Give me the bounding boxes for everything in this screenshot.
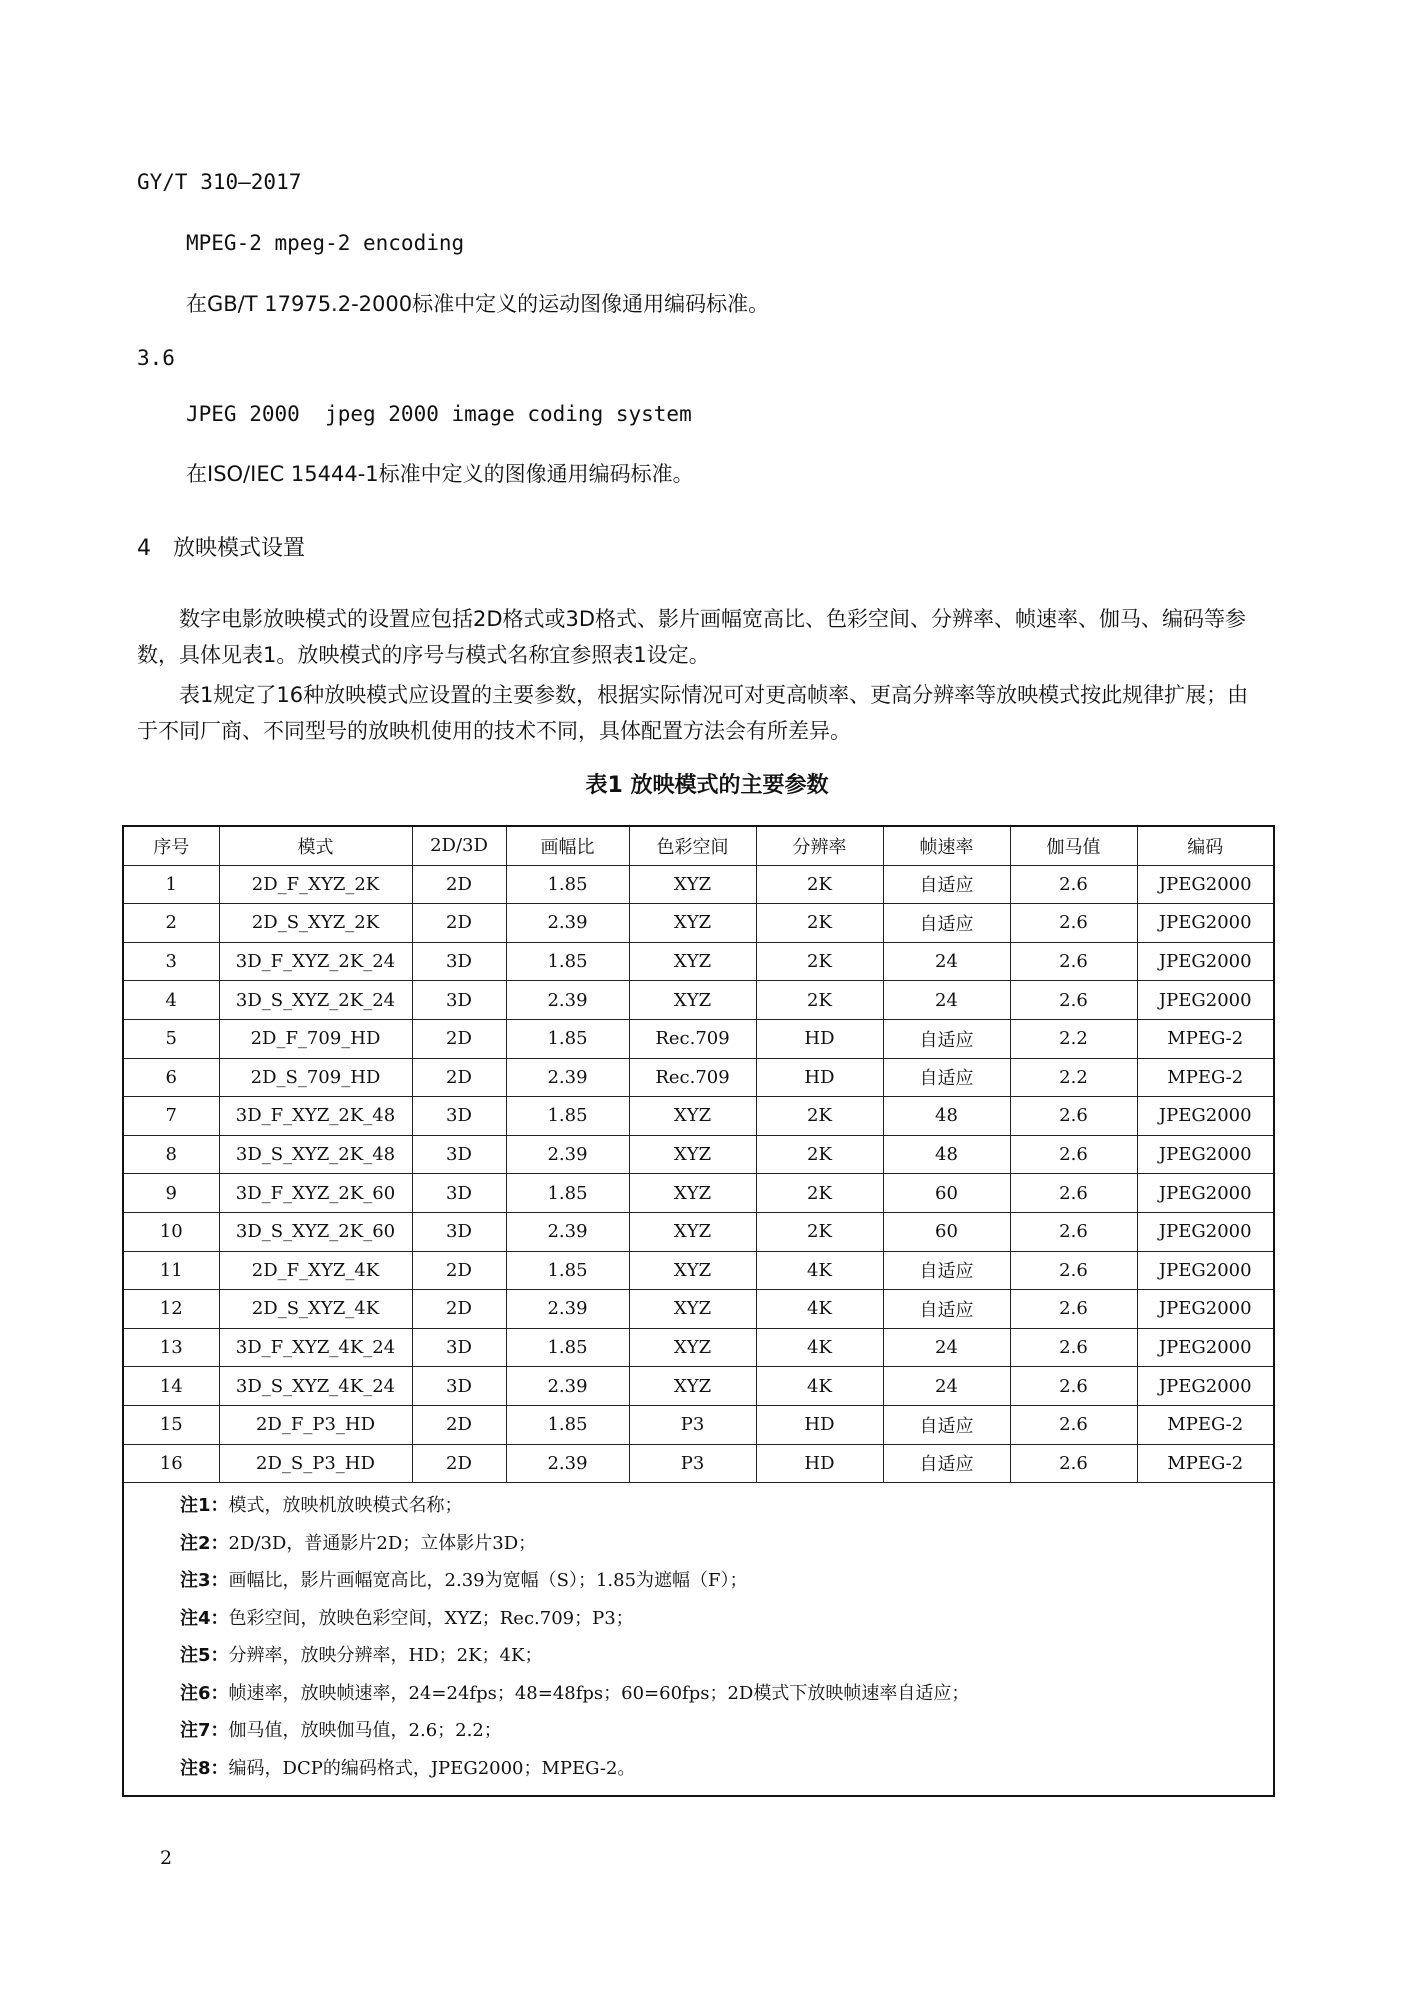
note-text: 模式，放映机放映模式名称； — [228, 1495, 463, 1517]
table-row — [123, 1019, 1274, 1058]
table-cell: 2D_S_XYZ_2K — [219, 904, 412, 943]
table-cell: 2K — [756, 1135, 883, 1174]
table-cell: 5 — [123, 1019, 219, 1058]
table-cell: 自适应 — [883, 1290, 1010, 1329]
table-cell: 1.85 — [506, 865, 629, 904]
section-heading — [137, 531, 305, 562]
table-cell: HD — [756, 1058, 883, 1097]
table-cell: 2K — [756, 942, 883, 981]
note-label: 注3： — [180, 1570, 229, 1592]
table-cell: 2D_F_XYZ_4K — [219, 1251, 412, 1290]
table-cell: 2.6 — [1010, 865, 1137, 904]
table-cell: HD — [756, 1405, 883, 1444]
table-cell: 2D_S_XYZ_4K — [219, 1290, 412, 1329]
table-cell: 2 — [123, 904, 219, 943]
table-cell: 11 — [123, 1251, 219, 1290]
term-jpeg2000: JPEG 2000 jpeg 2000 image coding system — [186, 402, 692, 426]
column-header: 伽马值 — [1010, 826, 1137, 865]
table-title: 表1 放映模式的主要参数 — [585, 773, 829, 798]
table-cell: 2D — [412, 1058, 506, 1097]
table-cell: 2D_S_709_HD — [219, 1058, 412, 1097]
table-cell: 12 — [123, 1290, 219, 1329]
table-cell: XYZ — [629, 1251, 756, 1290]
table-cell: 3D_S_XYZ_4K_24 — [219, 1367, 412, 1406]
column-header: 模式 — [219, 826, 412, 865]
table-cell: 48 — [883, 1097, 1010, 1136]
table-cell: 1.85 — [506, 1019, 629, 1058]
table-note — [180, 1600, 1273, 1638]
note-label: 注2： — [180, 1532, 229, 1554]
table-cell: 3D — [412, 1097, 506, 1136]
table-cell: 2D_F_P3_HD — [219, 1405, 412, 1444]
table-cell: 2D — [412, 1251, 506, 1290]
table-cell: XYZ — [629, 1174, 756, 1213]
table-cell: 2D — [412, 904, 506, 943]
table-row — [123, 1212, 1274, 1251]
table-cell: XYZ — [629, 1328, 756, 1367]
table-cell: 2D — [412, 1405, 506, 1444]
table-cell: 2K — [756, 865, 883, 904]
table-row — [123, 904, 1274, 943]
table-cell: 10 — [123, 1212, 219, 1251]
column-header: 画幅比 — [506, 826, 629, 865]
table-cell: JPEG2000 — [1137, 942, 1274, 981]
table-cell: 4 — [123, 981, 219, 1020]
table-cell: 3D — [412, 1367, 506, 1406]
table-cell: 3D_S_XYZ_2K_24 — [219, 981, 412, 1020]
table-cell: XYZ — [629, 1367, 756, 1406]
table-cell: XYZ — [629, 1135, 756, 1174]
table-row — [123, 1097, 1274, 1136]
table-cell: 自适应 — [883, 1444, 1010, 1483]
definition-jpeg2000: 在ISO/IEC 15444-1标准中定义的图像通用编码标准。 — [186, 462, 694, 486]
table-cell: 3D — [412, 1328, 506, 1367]
table-cell: XYZ — [629, 865, 756, 904]
table-cell: 2.6 — [1010, 1135, 1137, 1174]
projection-modes-table — [122, 825, 1275, 1797]
table-note — [180, 1750, 1273, 1788]
table-cell: 2.6 — [1010, 942, 1137, 981]
table-cell: JPEG2000 — [1137, 1367, 1274, 1406]
note-text: 伽马值，放映伽马值，2.6；2.2； — [228, 1720, 502, 1742]
table-cell: 4K — [756, 1251, 883, 1290]
table-cell: P3 — [629, 1444, 756, 1483]
paragraph-2: 表1规定了16种放映模式应设置的主要参数，根据实际情况可对更高帧率、更高分辨率等放映模式按此规律扩展；由于不同厂商、不同型号的放映机使用的技术不同，具体配置方法会有所差异。 — [137, 683, 1249, 743]
column-header: 帧速率 — [883, 826, 1010, 865]
table-row — [123, 1328, 1274, 1367]
section-number: 4 — [137, 536, 151, 561]
table-cell: 60 — [883, 1174, 1010, 1213]
table-cell: JPEG2000 — [1137, 1135, 1274, 1174]
table-row — [123, 1058, 1274, 1097]
table-cell: XYZ — [629, 1097, 756, 1136]
table-cell: JPEG2000 — [1137, 1174, 1274, 1213]
table-cell: 1.85 — [506, 1097, 629, 1136]
table-row — [123, 1444, 1274, 1483]
table-cell: 2K — [756, 1212, 883, 1251]
table-cell: MPEG-2 — [1137, 1058, 1274, 1097]
note-label: 注5： — [180, 1645, 229, 1667]
table-cell: 3D_S_XYZ_2K_48 — [219, 1135, 412, 1174]
table-cell: 4K — [756, 1290, 883, 1329]
notes-row — [123, 1483, 1274, 1797]
standard-id: GY/T 310—2017 — [137, 170, 302, 194]
table-cell: 2.6 — [1010, 904, 1137, 943]
table-cell: 2.6 — [1010, 1174, 1137, 1213]
column-header: 编码 — [1137, 826, 1274, 865]
note-label: 注6： — [180, 1682, 229, 1704]
table-cell: 9 — [123, 1174, 219, 1213]
table-note — [180, 1637, 1273, 1675]
table-cell: 自适应 — [883, 1405, 1010, 1444]
table-cell: 3D_F_XYZ_2K_60 — [219, 1174, 412, 1213]
table-cell: Rec.709 — [629, 1019, 756, 1058]
table-cell: 7 — [123, 1097, 219, 1136]
table-cell: P3 — [629, 1405, 756, 1444]
table-cell: 自适应 — [883, 865, 1010, 904]
table-cell: MPEG-2 — [1137, 1444, 1274, 1483]
table-note — [180, 1562, 1273, 1600]
table-cell: 2.2 — [1010, 1019, 1137, 1058]
column-header: 序号 — [123, 826, 219, 865]
table-cell: XYZ — [629, 942, 756, 981]
table-row — [123, 865, 1274, 904]
table-cell: JPEG2000 — [1137, 1290, 1274, 1329]
note-text: 编码，DCP的编码格式，JPEG2000；MPEG-2。 — [228, 1757, 636, 1779]
table-row — [123, 1251, 1274, 1290]
table-cell: 2.6 — [1010, 1251, 1137, 1290]
table-cell: 2D_S_P3_HD — [219, 1444, 412, 1483]
table-cell: 1.85 — [506, 942, 629, 981]
note-label: 注8： — [180, 1757, 229, 1779]
table-cell: 3D — [412, 1212, 506, 1251]
table-cell: 2.39 — [506, 1135, 629, 1174]
table-row — [123, 1135, 1274, 1174]
table-cell: 3D — [412, 981, 506, 1020]
note-label: 注1： — [180, 1495, 229, 1517]
table-cell: 自适应 — [883, 1019, 1010, 1058]
table-cell: XYZ — [629, 1290, 756, 1329]
table-cell: 2.39 — [506, 1290, 629, 1329]
table-cell: MPEG-2 — [1137, 1405, 1274, 1444]
table-cell: 2D — [412, 1019, 506, 1058]
table-cell: 自适应 — [883, 1251, 1010, 1290]
table-cell: 60 — [883, 1212, 1010, 1251]
table-header-row — [123, 826, 1274, 865]
table-cell: 2.6 — [1010, 1405, 1137, 1444]
table-cell: 1.85 — [506, 1174, 629, 1213]
table-cell: 24 — [883, 942, 1010, 981]
table-cell: 1.85 — [506, 1405, 629, 1444]
table-cell: JPEG2000 — [1137, 1251, 1274, 1290]
table-cell: 2D — [412, 1444, 506, 1483]
table-cell: 24 — [883, 1328, 1010, 1367]
table-cell: 4K — [756, 1328, 883, 1367]
note-text: 帧速率，放映帧速率，24=24fps；48=48fps；60=60fps；2D模式下放映帧速率自适应； — [228, 1682, 970, 1704]
table-cell: 1.85 — [506, 1251, 629, 1290]
table-row — [123, 1405, 1274, 1444]
table-row — [123, 1174, 1274, 1213]
paragraph-1: 数字电影放映模式的设置应包括2D格式或3D格式、影片画幅宽高比、色彩空间、分辨率、帧速率、伽马、编码等参数，具体见表1。放映模式的序号与模式名称宜参照表1设定。 — [137, 607, 1247, 667]
table-cell: 6 — [123, 1058, 219, 1097]
table-cell: 2.6 — [1010, 1290, 1137, 1329]
page-number: 2 — [160, 1847, 173, 1869]
table-cell: 3D — [412, 1174, 506, 1213]
table-cell: 1.85 — [506, 1328, 629, 1367]
table-note — [180, 1675, 1273, 1713]
table-cell: Rec.709 — [629, 1058, 756, 1097]
column-header: 2D/3D — [412, 826, 506, 865]
note-label: 注7： — [180, 1720, 229, 1742]
table-note — [180, 1525, 1273, 1563]
table-cell: 16 — [123, 1444, 219, 1483]
table-cell: 2.39 — [506, 1367, 629, 1406]
table-cell: 3 — [123, 942, 219, 981]
table-body — [123, 865, 1274, 1483]
table-cell: 2.39 — [506, 981, 629, 1020]
table-cell: 2.6 — [1010, 1212, 1137, 1251]
note-text: 2D/3D，普通影片2D；立体影片3D； — [228, 1532, 537, 1554]
table-cell: 2K — [756, 981, 883, 1020]
table-cell: MPEG-2 — [1137, 1019, 1274, 1058]
table-row — [123, 1367, 1274, 1406]
table-cell: 1 — [123, 865, 219, 904]
section-title: 放映模式设置 — [173, 536, 306, 561]
column-header: 分辨率 — [756, 826, 883, 865]
table-note — [180, 1487, 1273, 1525]
table-cell: 自适应 — [883, 904, 1010, 943]
note-text: 画幅比，影片画幅宽高比，2.39为宽幅（S）；1.85为遮幅（F）； — [228, 1570, 748, 1592]
table-cell: 2.6 — [1010, 1097, 1137, 1136]
table-cell: 2.6 — [1010, 1328, 1137, 1367]
table-cell: XYZ — [629, 981, 756, 1020]
table-cell: 3D_S_XYZ_2K_60 — [219, 1212, 412, 1251]
term-mpeg2: MPEG-2 mpeg-2 encoding — [186, 231, 465, 255]
table-cell: XYZ — [629, 1212, 756, 1251]
table-row — [123, 942, 1274, 981]
table-row — [123, 1290, 1274, 1329]
table-cell: 2.39 — [506, 1212, 629, 1251]
table-cell: 15 — [123, 1405, 219, 1444]
table-cell: 2.2 — [1010, 1058, 1137, 1097]
table-cell: 3D — [412, 1135, 506, 1174]
note-label: 注4： — [180, 1607, 229, 1629]
table-cell: XYZ — [629, 904, 756, 943]
table-cell: 2D — [412, 1290, 506, 1329]
table-cell: HD — [756, 1019, 883, 1058]
note-text: 色彩空间，放映色彩空间，XYZ；Rec.709；P3； — [228, 1607, 634, 1629]
table-cell: 24 — [883, 981, 1010, 1020]
table-cell: 3D_F_XYZ_4K_24 — [219, 1328, 412, 1367]
table-row — [123, 981, 1274, 1020]
table-cell: 8 — [123, 1135, 219, 1174]
table-note — [180, 1712, 1273, 1750]
clause-number-3-6: 3.6 — [137, 346, 175, 370]
table-cell: 24 — [883, 1367, 1010, 1406]
table-cell: JPEG2000 — [1137, 981, 1274, 1020]
table-cell: JPEG2000 — [1137, 1097, 1274, 1136]
table-cell: 48 — [883, 1135, 1010, 1174]
table-cell: JPEG2000 — [1137, 1212, 1274, 1251]
table-cell: 2.6 — [1010, 1367, 1137, 1406]
table-cell: 2K — [756, 1174, 883, 1213]
definition-mpeg2: 在GB/T 17975.2-2000标准中定义的运动图像通用编码标准。 — [186, 292, 770, 316]
table-cell: JPEG2000 — [1137, 865, 1274, 904]
table-cell: 14 — [123, 1367, 219, 1406]
table-cell: 2D_F_XYZ_2K — [219, 865, 412, 904]
column-header: 色彩空间 — [629, 826, 756, 865]
table-cell: 2K — [756, 904, 883, 943]
table-cell: JPEG2000 — [1137, 1328, 1274, 1367]
table-cell: 2D_F_709_HD — [219, 1019, 412, 1058]
note-text: 分辨率，放映分辨率，HD；2K；4K； — [228, 1645, 543, 1667]
table-cell: JPEG2000 — [1137, 904, 1274, 943]
table-cell: 2.6 — [1010, 1444, 1137, 1483]
table-cell: 2K — [756, 1097, 883, 1136]
table-cell: 3D_F_XYZ_2K_48 — [219, 1097, 412, 1136]
table-cell: 4K — [756, 1367, 883, 1406]
table-cell: HD — [756, 1444, 883, 1483]
notes-cell — [123, 1483, 1274, 1797]
table-cell: 自适应 — [883, 1058, 1010, 1097]
table-cell: 3D_F_XYZ_2K_24 — [219, 942, 412, 981]
table-cell: 2D — [412, 865, 506, 904]
table-cell: 2.39 — [506, 1444, 629, 1483]
table-cell: 2.39 — [506, 904, 629, 943]
table-cell: 2.6 — [1010, 981, 1137, 1020]
table-cell: 13 — [123, 1328, 219, 1367]
table-cell: 2.39 — [506, 1058, 629, 1097]
table-cell: 3D — [412, 942, 506, 981]
